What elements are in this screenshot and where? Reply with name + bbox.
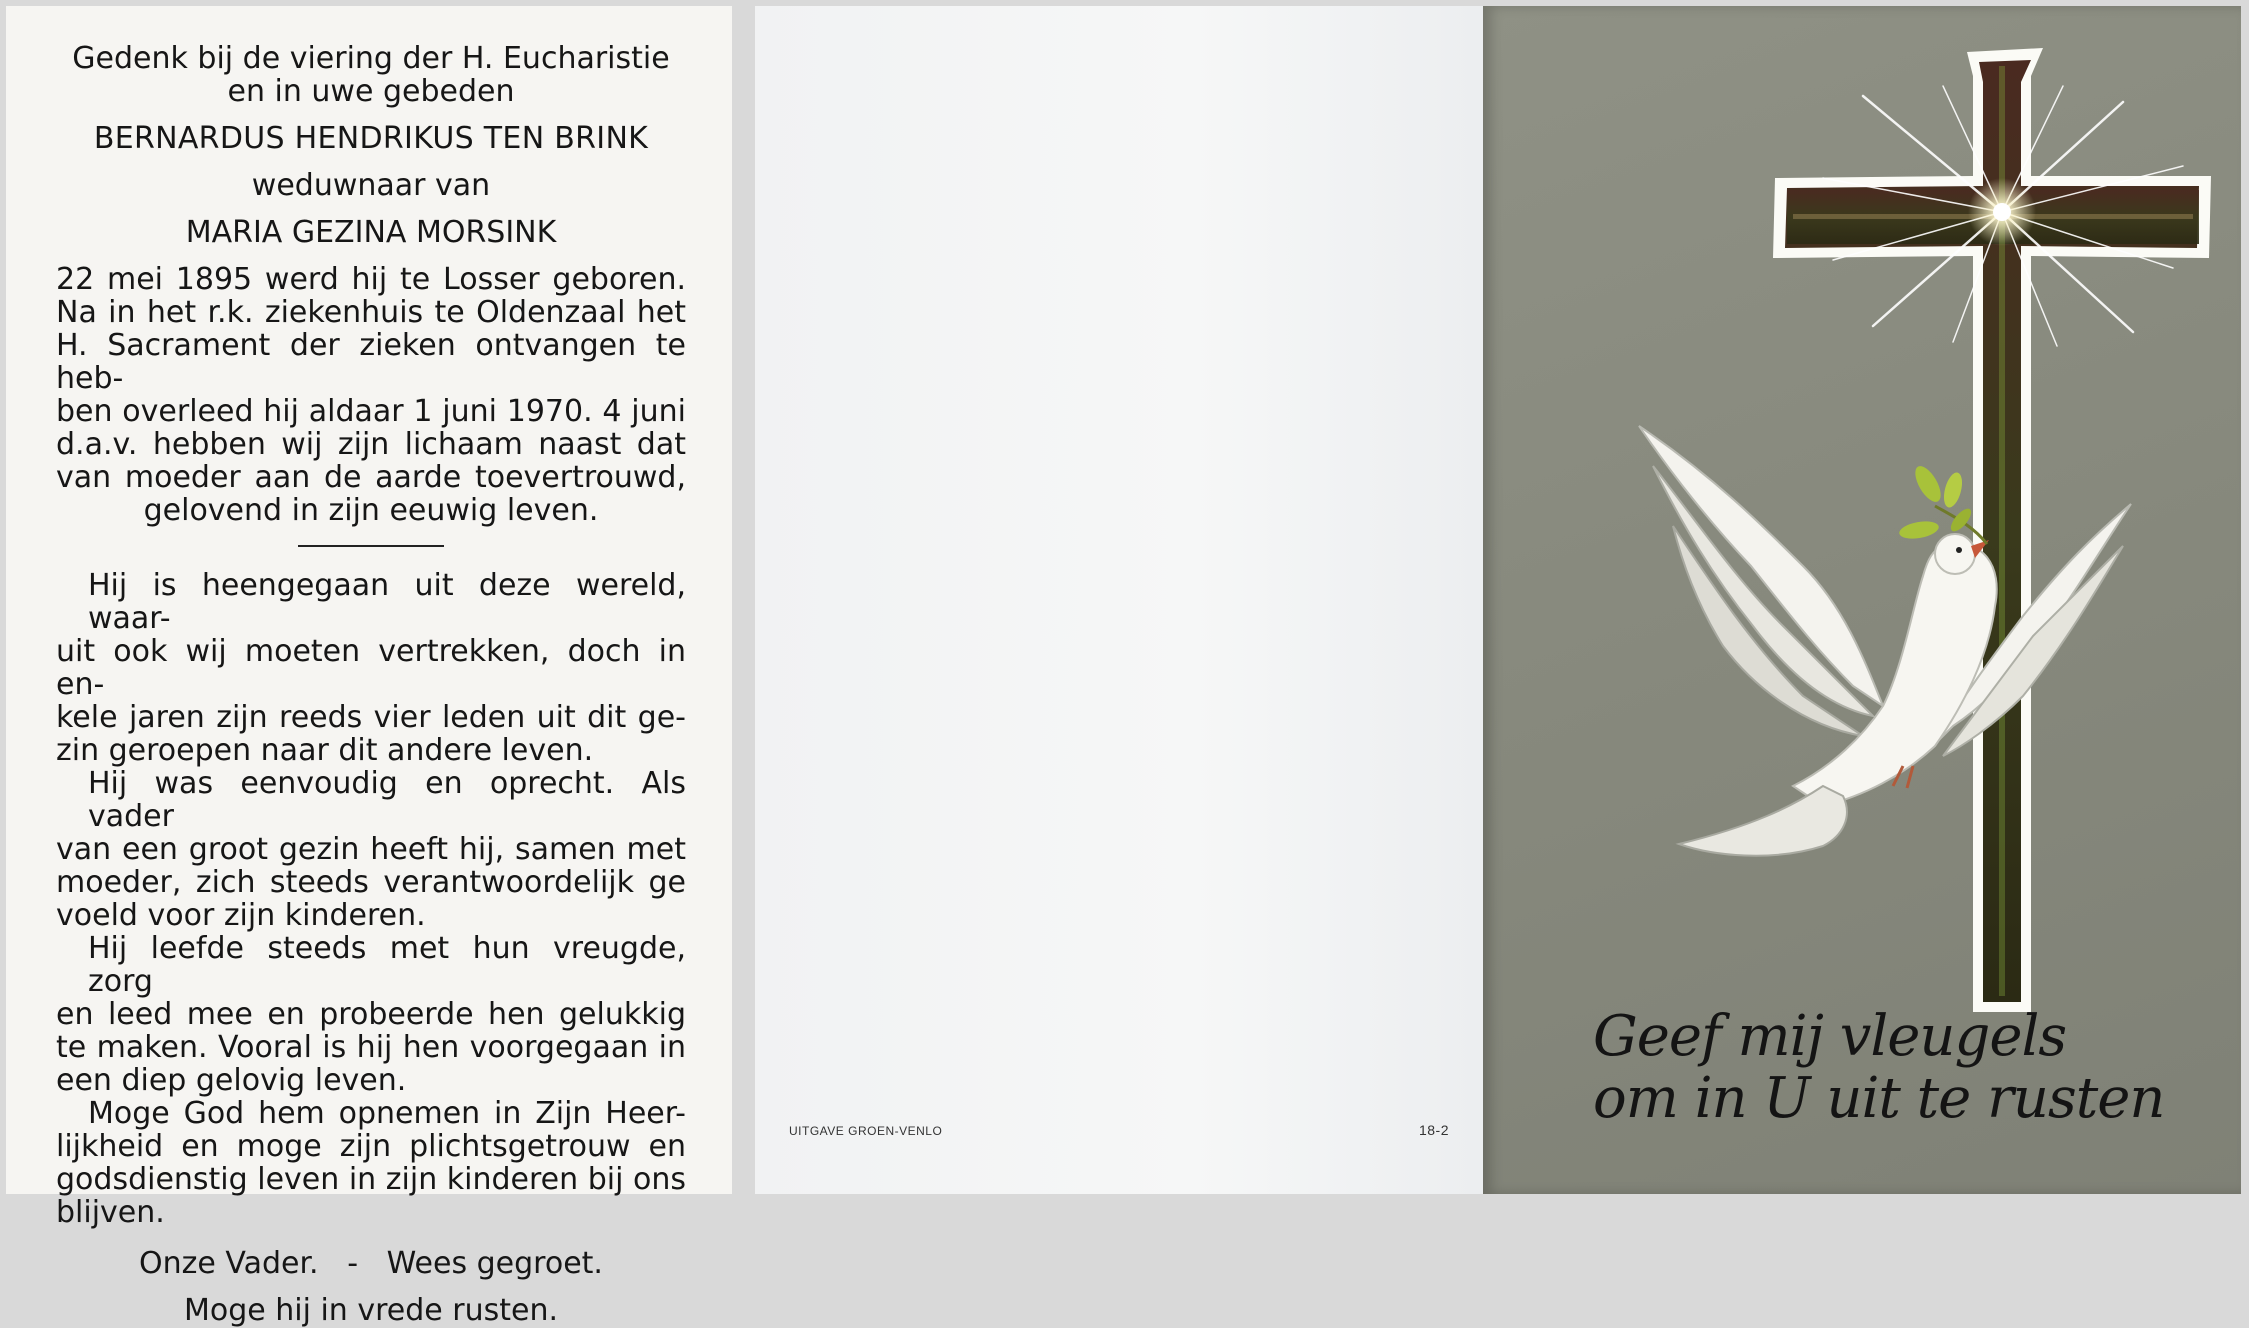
text-line: godsdienstig leven in zijn kinderen bij ons: [56, 1162, 686, 1197]
cover-page: [1483, 6, 2241, 1194]
text-line: zin geroepen naar dit andere leven.: [56, 733, 594, 768]
text-line: blijven.: [56, 1195, 165, 1230]
bio-line: ben overleed hij aldaar 1 juni 1970. 4 juni: [56, 394, 686, 429]
memorial-text-card: [6, 6, 732, 1328]
text-line: voeld voor zijn kinderen.: [56, 898, 426, 933]
prayer-line: Onze Vader. - Wees gegroet.: [139, 1246, 603, 1281]
motto-line-1: Geef mij vleugels: [1593, 1004, 2067, 1069]
bio-line: H. Sacrament der zieken ontvangen te heb-: [56, 328, 686, 396]
bio-line: van moeder aan de aarde toevertrouwd,: [56, 460, 686, 495]
text-line: te maken. Vooral is hij hen voorgegaan in: [56, 1030, 686, 1065]
relation-text: weduwnaar van: [251, 168, 491, 203]
text-line: en leed mee en probeerde hen gelukkig: [56, 997, 686, 1032]
text-line: lijkheid en moge zijn plichtsgetrouw en: [56, 1129, 686, 1164]
dove-icon: [1639, 426, 2131, 856]
bio-line: d.a.v. hebben wij zijn lichaam naast dat: [56, 427, 686, 462]
text-line: een diep gelovig leven.: [56, 1063, 407, 1098]
spouse-name: MARIA GEZINA MORSINK: [185, 215, 557, 250]
text-line: Moge God hem opnemen in Zijn Heer-: [88, 1096, 686, 1131]
publisher-imprint: UITGAVE GROEN-VENLO: [789, 1124, 943, 1138]
deceased-name: BERNARDUS HENDRIKUS TEN BRINK: [93, 121, 649, 156]
divider-rule: [298, 545, 444, 547]
closing-line: Moge hij in vrede rusten.: [183, 1293, 559, 1328]
text-line: Hij leefde steeds met hun vreugde, zorg: [88, 931, 686, 999]
bio-line: Na in het r.k. ziekenhuis te Oldenzaal het: [56, 295, 686, 330]
biography: [56, 263, 686, 527]
cover-motto: [1593, 1006, 2164, 1130]
paragraph-4: [56, 1097, 686, 1229]
bio-line: 22 mei 1895 werd hij te Losser geboren.: [56, 262, 686, 297]
blank-inner-page: [755, 6, 1483, 1194]
prayers: [56, 1247, 686, 1327]
card-number: 18-2: [1418, 1122, 1449, 1138]
paragraph-3: [56, 932, 686, 1097]
motto-line-2: om in U uit te rusten: [1593, 1066, 2165, 1131]
text-line: van een groot gezin heeft hij, samen met: [56, 832, 686, 867]
paragraph-2: [56, 767, 686, 932]
paragraph-1: [56, 569, 686, 767]
intro-line-2: en in uwe gebeden: [227, 74, 515, 109]
text-line: Hij was eenvoudig en oprecht. Als vader: [88, 766, 686, 834]
text-line: moeder, zich steeds verantwoordelijk ge: [56, 865, 686, 900]
intro-line-1: Gedenk bij de viering der H. Eucharistie: [72, 41, 670, 76]
bio-line: gelovend in zijn eeuwig leven.: [143, 493, 599, 528]
star-center: [1993, 203, 2011, 221]
text-line: kele jaren zijn reeds vier leden uit dit ge-: [56, 700, 686, 735]
text-line: uit ook wij moeten vertrekken, doch in en-: [56, 634, 686, 702]
text-line: Hij is heengegaan uit deze wereld, waar-: [88, 568, 686, 636]
